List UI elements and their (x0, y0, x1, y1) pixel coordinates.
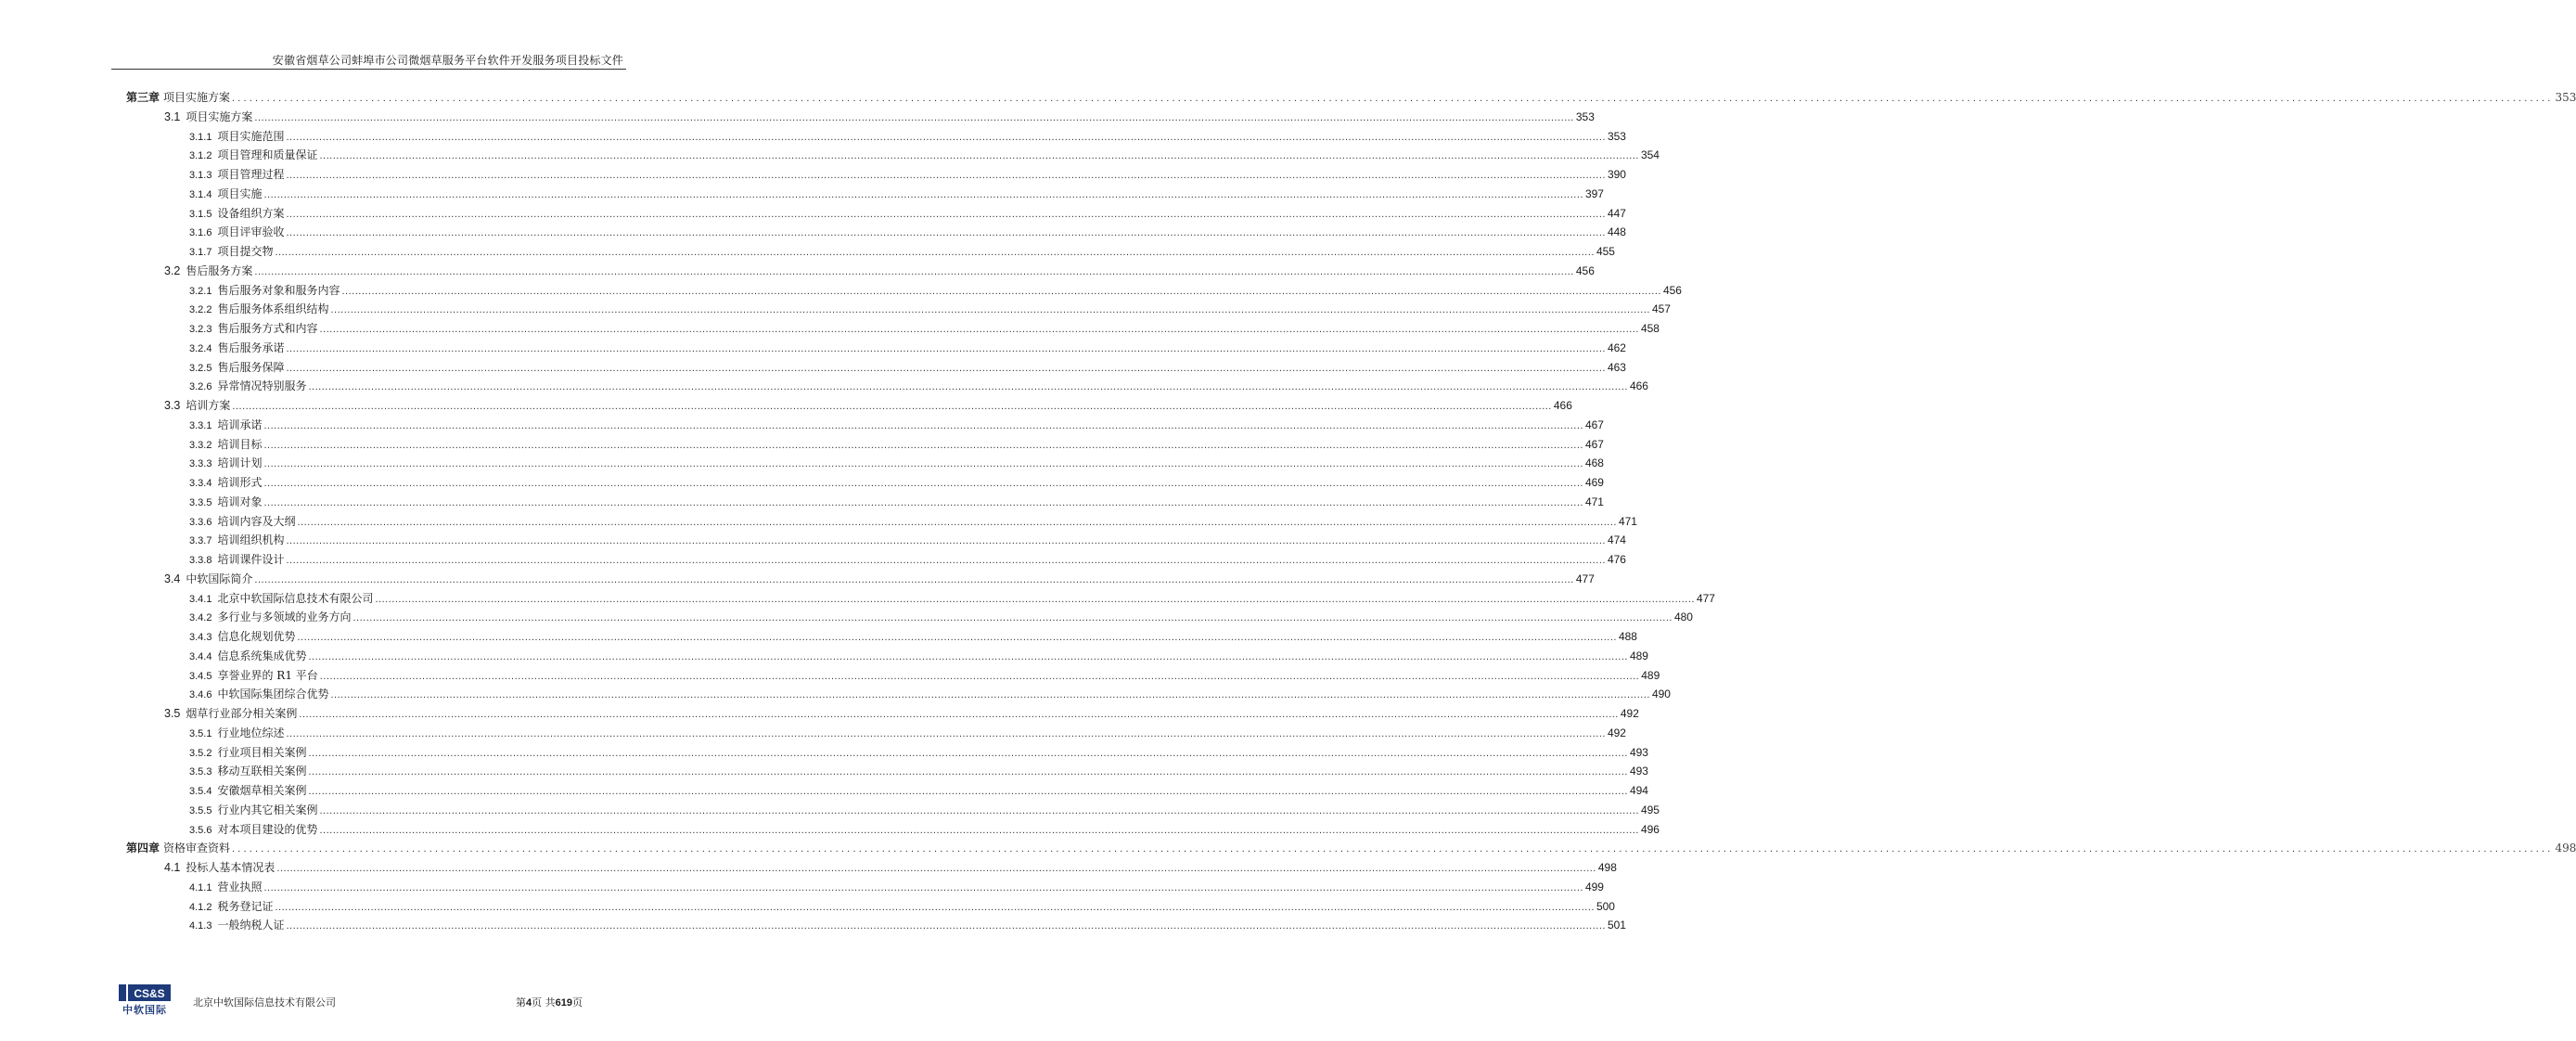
logo-top-text: CS&S (134, 987, 165, 1000)
toc-subsection-entry[interactable] (189, 205, 1626, 224)
toc-subsection-entry[interactable] (189, 224, 1626, 242)
toc-entry-title: 烟草行业部分相关案例 (186, 707, 298, 720)
toc-entry-title: 培训承诺 (217, 418, 263, 431)
toc-section-entry[interactable] (164, 859, 1617, 878)
toc-entry-title: 行业地位综述 (217, 726, 285, 739)
toc-entry-number: 3.3.4 (189, 478, 212, 489)
toc-page-number: 492 (1607, 726, 1626, 739)
toc-entry-title: 售后服务方案 (186, 263, 253, 277)
toc-entry-title: 售后服务方式和内容 (217, 322, 318, 335)
toc-entry-title: 安徽烟草相关案例 (217, 784, 307, 797)
toc-dot-leader: ................................................................................................................................................................................................................................................................................................................................................................................................................ (276, 863, 1596, 874)
toc-dot-leader: ................................................................................................................................................................................................................................................................................................................................................................................................................ (319, 670, 1640, 682)
toc-entry-title: 培训组织机构 (217, 533, 285, 547)
toc-entry-number: 3.5.6 (189, 824, 212, 836)
toc-page-number: 493 (1629, 745, 1648, 759)
toc-entry-number: 3.2.5 (189, 362, 212, 374)
toc-entry-title: 项目管理过程 (217, 168, 285, 181)
toc-entry-number: 3.3.1 (189, 419, 212, 431)
toc-page-number: 455 (1596, 245, 1615, 258)
toc-entry-title: 售后服务体系组织结构 (217, 302, 329, 316)
toc-subsection-entry[interactable] (189, 436, 1604, 455)
toc-page-number: 489 (1629, 649, 1648, 662)
toc-page-number: 480 (1673, 610, 1693, 624)
toc-entry-number: 3.2.1 (189, 285, 212, 297)
toc-subsection-entry[interactable] (189, 128, 1626, 147)
toc-dot-leader: ................................................................................................................................................................................................................................................................................................................................................................................................................ (319, 150, 1639, 162)
document-header-title: 安徽省烟草公司蚌埠市公司微烟草服务平台软件开发服务项目投标文件 (272, 54, 623, 67)
toc-entry-number: 3.5.3 (189, 766, 212, 778)
toc-entry-number: 3.1.3 (189, 170, 212, 181)
toc-entry-number: 3.3.3 (189, 458, 212, 470)
page-suffix: 页 (571, 996, 583, 1009)
toc-entry-title: 移动互联相关案例 (217, 765, 307, 778)
toc-page-number: 353 (2555, 91, 2576, 104)
toc-entry-number: 3.1.7 (189, 247, 212, 258)
toc-dot-leader: ................................................................................................................................................................................................................................................................................................................................................................................................................ (319, 824, 1639, 836)
toc-entry-title: 项目评审验收 (217, 225, 285, 239)
toc-entry-title: 税务登记证 (217, 899, 274, 913)
toc-dot-leader: ................................................................................................................................................................................................................................................................................................................................................................................................................ (286, 342, 1606, 354)
toc-page-number: 462 (1607, 341, 1626, 354)
toc-dot-leader: ................................................................................................................................................................................................................................................................................................................................................................................................................ (308, 381, 1628, 393)
toc-entry-title: 资格审查资料 (163, 842, 231, 855)
toc-page-number: 467 (1584, 418, 1604, 431)
toc-page-number: 500 (1596, 899, 1615, 913)
toc-page-number: 489 (1641, 668, 1660, 682)
toc-entry-number: 3.4.5 (189, 670, 212, 682)
toc-dot-leader: ................................................................................................................................................................................................................................................................................................................................................................................................................ (263, 419, 1583, 431)
toc-page-number: 492 (1620, 707, 1639, 720)
toc-dot-leader: ................................................................................................................................................................................................................................................................................................................................................................................................................ (375, 593, 1695, 605)
toc-subsection-entry[interactable] (189, 417, 1604, 435)
page-current: 4 (526, 997, 532, 1009)
toc-page-number: 466 (1629, 379, 1648, 393)
toc-dot-leader: ................................................................................................................................................................................................................................................................................................................................................................................................................ (263, 881, 1583, 893)
toc-dot-leader: ................................................................................................................................................................................................................................................................................................................................................................................................................ (275, 901, 1595, 913)
toc-entry-title: 培训方案 (186, 399, 231, 412)
toc-dot-leader: ................................................................................................................................................................................................................................................................................................................................................................................................................ (286, 727, 1606, 739)
toc-dot-leader: ................................................................................................................................................................................................................................................................................................................................................................................................................ (286, 920, 1606, 932)
toc-entry-title: 一般纳税人证 (217, 919, 285, 932)
toc-entry-number: 3.5 (164, 707, 181, 720)
toc-page-number: 498 (1597, 861, 1617, 874)
toc-entry-title: 售后服务对象和服务内容 (217, 283, 340, 297)
toc-page-number: 397 (1584, 186, 1604, 200)
toc-subsection-entry[interactable] (189, 590, 1715, 609)
toc-dot-leader: ................................................................................................................................................................................................................................................................................................................................................................................................................ (330, 304, 1650, 316)
toc-page-number: 476 (1607, 553, 1626, 566)
toc-dot-leader: ................................................................................................................................................................................................................................................................................................................................................................................................................ (286, 208, 1606, 220)
toc-page-number: 471 (1618, 514, 1637, 528)
toc-dot-leader: ................................................................................................................................................................................................................................................................................................................................................................................................................ (297, 632, 1617, 643)
toc-subsection-entry[interactable] (189, 166, 1626, 185)
toc-page-number: 498 (2555, 842, 2576, 855)
css-logo (119, 983, 171, 1015)
toc-subsection-entry[interactable] (189, 744, 1648, 763)
toc-section-entry[interactable] (164, 109, 1595, 127)
toc-page-number: 496 (1640, 822, 1660, 836)
toc-entry-number: 3.4.1 (189, 593, 212, 605)
toc-entry-number: 3.5.4 (189, 786, 212, 797)
toc-dot-leader: ................................................................................................................................................................................................................................................................................................................................................................................................................ (330, 689, 1650, 701)
toc-dot-leader: ................................................................................................................................................................................................................................................................................................................................................................................................................ (286, 227, 1606, 239)
toc-dot-leader: ................................................................................................................................................................................................................................................................................................................................................................................................................ (308, 650, 1628, 662)
toc-entry-title: 培训内容及大纲 (217, 514, 296, 528)
footer-company-name: 北京中软国际信息技术有限公司 (193, 996, 336, 1009)
footer-page-number (516, 995, 583, 1009)
logo-bottom-text: 中软国际 (122, 1004, 167, 1016)
toc-subsection-entry[interactable] (189, 282, 1682, 301)
toc-subsection-entry[interactable] (189, 359, 1626, 378)
toc-subsection-entry[interactable] (189, 301, 1671, 319)
toc-page-number: 447 (1607, 206, 1626, 220)
toc-entry-number: 3.2 (164, 263, 181, 277)
toc-dot-leader: ................................................................................................................................................................................................................................................................................................................................................................................................................ (286, 362, 1606, 374)
toc-section-entry[interactable] (164, 263, 1595, 281)
toc-entry-title: 项目管理和质量保证 (217, 148, 318, 162)
toc-dot-leader: ................................................................................................................................................................................................................................................................................................................................................................................................................ (352, 612, 1672, 624)
toc-page-number: 353 (1575, 109, 1595, 123)
toc-page-number: 493 (1629, 765, 1648, 778)
toc-subsection-entry[interactable] (189, 802, 1660, 820)
toc-dot-leader: ................................................................................................................................................................................................................................................................................................................................................................................................................ (286, 555, 1606, 566)
toc-entry-title: 售后服务保障 (217, 360, 285, 374)
toc-dot-leader: ................................................................................................................................................................................................................................................................................................................................................................................................................ (286, 170, 1606, 181)
toc-page-number: 458 (1640, 322, 1660, 335)
toc-subsection-entry[interactable] (189, 320, 1660, 339)
toc-dot-leader: ................................................................................................................................................................................................................................................................................................................................................................................................................ (308, 747, 1628, 759)
toc-dot-leader: ................................................................................................................................................................................................................................................................................................................................................................................................................ (341, 285, 1661, 297)
toc-entry-number: 3.2.6 (189, 381, 212, 393)
toc-entry-title: 信息系统集成优势 (217, 649, 307, 662)
toc-dot-leader: ................................................................................................................................................................................................................................................................................................................................................................................................................ (286, 535, 1606, 547)
toc-page-number: 448 (1607, 225, 1626, 239)
toc-entry-number: 3.1.5 (189, 208, 212, 220)
toc-entry-title: 行业项目相关案例 (217, 745, 307, 759)
page-prefix: 第 (516, 996, 526, 1009)
toc-dot-leader: ................................................................................................................................................................................................................................................................................................................................................................................................................ (263, 439, 1583, 451)
toc-subsection-entry[interactable] (189, 378, 1648, 396)
toc-page-number: 353 (1607, 129, 1626, 143)
toc-chapter-entry[interactable] (126, 840, 2576, 858)
toc-entry-number: 3.4 (164, 572, 181, 585)
toc-entry-number: 第四章 (126, 842, 160, 855)
toc-subsection-entry[interactable] (189, 532, 1626, 550)
toc-entry-title: 中软国际简介 (186, 572, 253, 585)
toc-page-number: 477 (1696, 591, 1715, 605)
toc-dot-leader: ................................................................................................................................................................................................................................................................................................................................................................................................................ (263, 478, 1583, 489)
toc-entry-number: 4.1 (164, 861, 181, 874)
toc-section-entry[interactable] (164, 705, 1639, 724)
toc-dot-leader: ................................................................................................................................................................................................................................................................................................................................................................................................................ (297, 516, 1617, 528)
toc-entry-title: 项目实施 (217, 186, 263, 200)
toc-chapter-entry[interactable] (126, 89, 2576, 108)
toc-page-number: 488 (1618, 630, 1637, 643)
toc-entry-title: 培训形式 (217, 476, 263, 489)
toc-subsection-entry[interactable] (189, 609, 1693, 627)
toc-page-number: 477 (1575, 572, 1595, 585)
toc-dot-leader: ................................................................................................................................................................................................................................................................................................................................................................................................................ (263, 458, 1583, 470)
toc-subsection-entry[interactable] (189, 763, 1648, 781)
toc-page-number: 471 (1584, 495, 1604, 508)
toc-entry-number: 3.3.5 (189, 496, 212, 508)
toc-subsection-entry[interactable] (189, 186, 1604, 204)
toc-subsection-entry[interactable] (189, 474, 1604, 493)
toc-entry-number: 3.4.6 (189, 689, 212, 701)
toc-subsection-entry[interactable] (189, 147, 1660, 165)
toc-entry-title: 项目实施范围 (217, 129, 285, 143)
toc-page-number: 501 (1607, 919, 1626, 932)
toc-subsection-entry[interactable] (189, 340, 1626, 358)
toc-entry-title: 异常情况特别服务 (217, 379, 307, 393)
toc-entry-number: 3.2.4 (189, 342, 212, 354)
toc-subsection-entry[interactable] (189, 455, 1604, 473)
toc-entry-number: 3.2.3 (189, 324, 212, 335)
toc-entry-number: 3.3.7 (189, 535, 212, 547)
toc-entry-number: 3.5.1 (189, 727, 212, 739)
toc-entry-number: 第三章 (126, 91, 160, 104)
toc-entry-title: 售后服务承诺 (217, 341, 285, 354)
toc-entry-number: 3.4.2 (189, 612, 212, 624)
toc-entry-number: 3.3.8 (189, 555, 212, 566)
toc-subsection-entry[interactable] (189, 686, 1671, 704)
toc-subsection-entry[interactable] (189, 917, 1626, 935)
toc-subsection-entry[interactable] (189, 879, 1604, 897)
toc-page-number: 490 (1651, 688, 1671, 701)
logo-bar-mark (119, 984, 126, 1001)
toc-dot-leader: ................................................................................................................................................................................................................................................................................................................................................................................................................ (232, 401, 1552, 412)
toc-entry-title: 项目实施方案 (186, 109, 253, 123)
toc-entry-number: 4.1.2 (189, 901, 212, 913)
toc-entry-title: 对本项目建设的优势 (217, 822, 318, 836)
toc-entry-number: 3.3 (164, 399, 181, 412)
toc-entry-title: 北京中软国际信息技术有限公司 (217, 591, 374, 605)
page-mid: 页 共 (532, 996, 556, 1009)
toc-subsection-entry[interactable] (189, 782, 1648, 801)
toc-entry-title: 培训对象 (217, 495, 263, 508)
toc-dot-leader: ................................................................................................................................................................................................................................................................................................................................................................................................................ (308, 766, 1628, 778)
toc-page-number: 463 (1607, 360, 1626, 374)
toc-dot-leader: ................................................................................................................................................................................................................................................................................................................................................................................................................ (263, 496, 1583, 508)
toc-page-number: 468 (1584, 456, 1604, 470)
toc-subsection-entry[interactable] (189, 513, 1637, 532)
toc-entry-number: 4.1.1 (189, 881, 212, 893)
toc-subsection-entry[interactable] (189, 898, 1615, 917)
toc-dot-leader: ................................................................................................................................................................................................................................................................................................................................................................................................................ (319, 804, 1639, 816)
toc-entry-number: 4.1.3 (189, 920, 212, 932)
toc-dot-leader: ................................................................................................................................................................................................................................................................................................................................................................................................................ (232, 93, 2554, 104)
toc-dot-leader: ................................................................................................................................................................................................................................................................................................................................................................................................................ (254, 573, 1574, 585)
toc-entry-number: 3.5.2 (189, 747, 212, 759)
toc-page-number: 390 (1607, 168, 1626, 181)
toc-dot-leader: ................................................................................................................................................................................................................................................................................................................................................................................................................ (319, 324, 1639, 335)
toc-entry-number: 3.1.4 (189, 188, 212, 200)
toc-entry-title: 培训计划 (217, 456, 263, 470)
toc-page-number: 354 (1640, 148, 1660, 162)
toc-entry-title: 培训课件设计 (217, 553, 285, 566)
toc-entry-number: 3.4.3 (189, 632, 212, 643)
toc-dot-leader: ................................................................................................................................................................................................................................................................................................................................................................................................................ (263, 188, 1583, 200)
toc-entry-title: 营业执照 (217, 880, 263, 893)
toc-dot-leader: ................................................................................................................................................................................................................................................................................................................................................................................................................ (286, 131, 1606, 143)
toc-entry-title: 行业内其它相关案例 (217, 803, 318, 816)
toc-page-number: 469 (1584, 476, 1604, 489)
toc-page-number: 456 (1575, 263, 1595, 277)
toc-entry-title: 享誉业界的 R1 平台 (217, 668, 318, 682)
toc-entry-title: 项目实施方案 (163, 91, 231, 104)
toc-entry-title: 中软国际集团综合优势 (217, 688, 329, 701)
toc-entry-title: 项目提交物 (217, 245, 274, 258)
toc-subsection-entry[interactable] (189, 648, 1648, 666)
toc-entry-title: 设备组织方案 (217, 206, 285, 220)
toc-dot-leader: ................................................................................................................................................................................................................................................................................................................................................................................................................ (232, 843, 2554, 855)
toc-dot-leader: ................................................................................................................................................................................................................................................................................................................................................................................................................ (299, 709, 1619, 720)
toc-entry-title: 信息化规划优势 (217, 630, 296, 643)
toc-dot-leader: ................................................................................................................................................................................................................................................................................................................................................................................................................ (308, 786, 1628, 797)
toc-entry-number: 3.1.1 (189, 131, 212, 143)
header-divider (111, 69, 626, 70)
toc-page-number: 456 (1662, 283, 1682, 297)
toc-entry-title: 培训目标 (217, 437, 263, 451)
toc-entry-number: 3.1.2 (189, 150, 212, 162)
toc-section-entry[interactable] (164, 397, 1572, 416)
toc-page-number: 474 (1607, 533, 1626, 547)
toc-page-number: 457 (1651, 302, 1671, 316)
toc-subsection-entry[interactable] (189, 725, 1626, 743)
toc-subsection-entry[interactable] (189, 667, 1660, 686)
toc-entry-title: 投标人基本情况表 (186, 861, 276, 874)
toc-page-number: 499 (1584, 880, 1604, 893)
toc-entry-number: 3.2.2 (189, 304, 212, 316)
toc-entry-number: 3.5.5 (189, 804, 212, 816)
toc-page-number: 467 (1584, 437, 1604, 451)
page-total: 619 (555, 997, 572, 1009)
toc-dot-leader: ................................................................................................................................................................................................................................................................................................................................................................................................................ (275, 247, 1595, 258)
toc-section-entry[interactable] (164, 571, 1595, 589)
toc-subsection-entry[interactable] (189, 243, 1615, 262)
toc-page-number: 466 (1553, 399, 1572, 412)
toc-entry-number: 3.3.6 (189, 516, 212, 528)
toc-entry-number: 3.4.4 (189, 650, 212, 662)
toc-entry-number: 3.1 (164, 109, 181, 123)
toc-entry-number: 3.3.2 (189, 439, 212, 451)
toc-subsection-entry[interactable] (189, 628, 1637, 647)
toc-entry-number: 3.1.6 (189, 227, 212, 239)
toc-subsection-entry[interactable] (189, 821, 1660, 840)
toc-subsection-entry[interactable] (189, 551, 1626, 570)
toc-dot-leader: ................................................................................................................................................................................................................................................................................................................................................................................................................ (254, 111, 1574, 123)
toc-subsection-entry[interactable] (189, 494, 1604, 512)
toc-page-number: 494 (1629, 784, 1648, 797)
toc-dot-leader: ................................................................................................................................................................................................................................................................................................................................................................................................................ (254, 265, 1574, 277)
toc-page-number: 495 (1640, 803, 1660, 816)
toc-entry-title: 多行业与多领域的业务方向 (217, 610, 352, 624)
